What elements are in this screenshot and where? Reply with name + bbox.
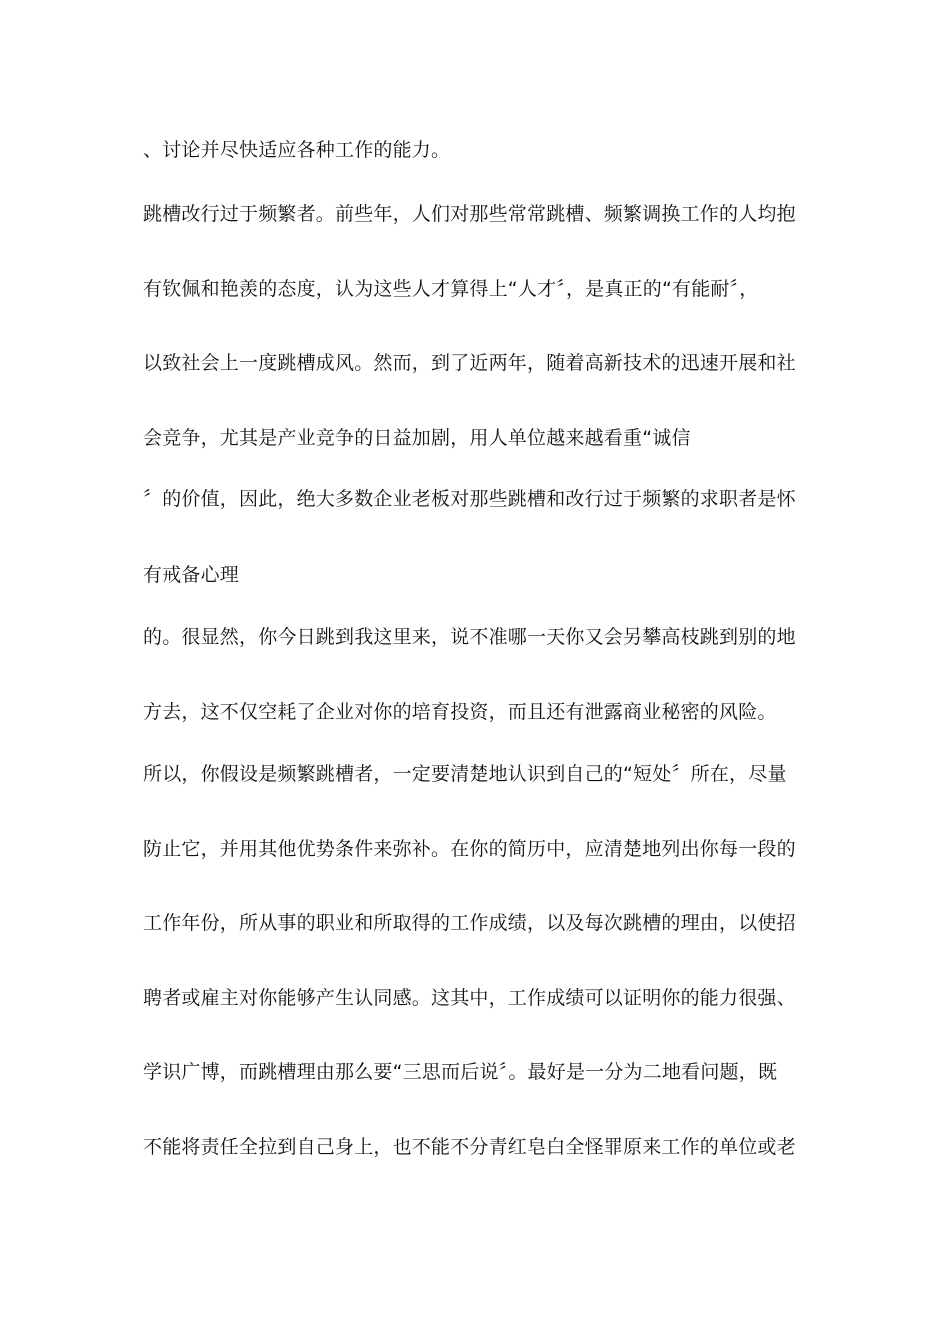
text-line: 方去，这不仅空耗了企业对你的培育投资，而且还有泄露商业秘密的风险。 [143, 701, 777, 723]
text-line: 学识广博，而跳槽理由那么要“三思而后说〞。最好是一分为二地看问题，既 [143, 1061, 778, 1083]
text-line: 有钦佩和艳羡的态度，认为这些人才算得上“人才〞，是真正的“有能耐〞， [143, 278, 759, 300]
text-line: 以致社会上一度跳槽成风。然而，到了近两年，随着高新技术的迅速开展和社 [143, 352, 796, 374]
text-line: 的。很显然，你今日跳到我这里来，说不准哪一天你又会另攀高枝跳到别的地 [143, 626, 796, 648]
text-line: 工作年份，所从事的职业和所取得的工作成绩，以及每次跳槽的理由，以使招 [143, 912, 796, 934]
text-line: 、讨论并尽快适应各种工作的能力。 [143, 139, 451, 161]
text-line: 防止它，并用其他优势条件来弥补。在你的简历中，应清楚地列出你每一段的 [143, 838, 796, 860]
text-line: 跳槽改行过于频繁者。前些年，人们对那些常常跳槽、频繁调换工作的人均抱 [143, 203, 796, 225]
text-line: 不能将责任全拉到自己身上，也不能不分青红皂白全怪罪原来工作的单位或老 [143, 1136, 796, 1158]
text-line: 聘者或雇主对你能够产生认同感。这其中，工作成绩可以证明你的能力很强、 [143, 987, 796, 1009]
text-line: 有戒备心理 [143, 564, 240, 586]
text-line: 会竞争，尤其是产业竞争的日益加剧，用人单位越来越看重“诚信 [143, 427, 691, 449]
text-line: 所以，你假设是频繁跳槽者，一定要清楚地认识到自己的“短处〞所在，尽量 [143, 763, 787, 785]
text-line: 〞的价值，因此，绝大多数企业老板对那些跳槽和改行过于频繁的求职者是怀 [143, 488, 796, 510]
